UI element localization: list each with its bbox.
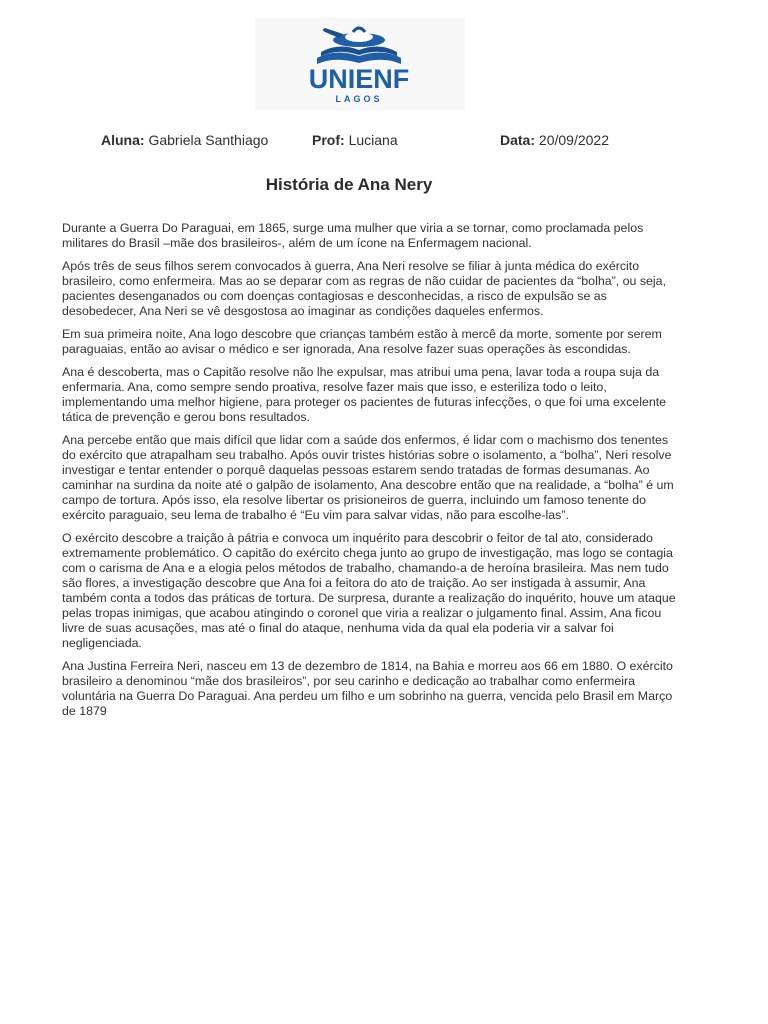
paragraph: Ana é descoberta, mas o Capitão resolve não lhe expulsar, mas atribui uma pena, lavar toda a roupa suja da enfermaria. Ana, como sempre sendo proativa, resolve fazer mais que isso, e esteriliza todo o leito, implementando uma melhor higiene, para proteger os pacientes de futuras infecções, o que foi uma excelente tática de prevenção e gerou bons resultados. xyxy=(62,365,667,424)
teacher-field xyxy=(312,132,398,148)
teacher-name: Luciana xyxy=(348,132,398,148)
student-field xyxy=(101,132,268,148)
student-label: Aluna: xyxy=(101,132,145,148)
student-name: Gabriela Santhiago xyxy=(148,132,269,148)
date-field xyxy=(500,132,609,148)
unienf-logo-graphic xyxy=(255,18,465,110)
teacher-label: Prof: xyxy=(312,132,345,148)
paragraph: Durante a Guerra Do Paraguai, em 1865, surge uma mulher que viria a se tornar, como proclamada pelos militares do Brasil –mãe dos brasileiros-, além de um ícone na Enfermagem nacional. xyxy=(62,221,644,250)
logo-sub-text: LAGOS xyxy=(335,94,383,104)
logo-name-text: UNIENF xyxy=(308,64,410,94)
date-label: Data: xyxy=(500,132,536,148)
paragraph: Ana Justina Ferreira Neri, nasceu em 13 de dezembro de 1814, na Bahia e morreu aos 66 em 1880. O exército brasileiro a denominou “mãe dos brasileiros”, por seu carinho e dedicação ao trabalhar como enfermeira voluntária na Guerra Do Paraguai. Ana perdeu um filho e um sobrinho na guerra, vencida pelo Brasil em Março de 1879 xyxy=(62,659,673,718)
document-body xyxy=(62,221,680,727)
paragraph: Ana percebe então que mais difícil que lidar com a saúde dos enfermos, é lidar com o machismo dos tenentes do exército que atrapalham seu trabalho. Após ouvir tristes histórias sobre o isolamento, a “bolha”, Neri resolve investigar e tentar entender o porquê daquelas pessoas estarem sendo tratadas de formas desumanas. Ao caminhar na surdina da noite até o galpão de isolamento, Ana descobre então que na realidade, a “bolha” é um campo de tortura. Após isso, ela resolve libertar os prisioneiros de guerra, incluindo um famoso tenente do exército paraguaio, seu lema de trabalho é “Eu vim para salvar vidas, não para escolhe-las”. xyxy=(62,433,674,522)
paragraph: Em sua primeira noite, Ana logo descobre que crianças também estão à mercê da morte, somente por serem paraguaias, então ao avisar o médico e ser ignorada, Ana resolve fazer suas operações às escondidas. xyxy=(62,327,662,356)
document-header xyxy=(0,132,768,150)
paragraph: O exército descobre a traição à pátria e convoca um inquérito para descobrir o feitor de tal ato, considerado extremamente problemático. O capitão do exército chega junto ao grupo de investigação, mas logo se contagia com o carisma de Ana e a elogia pelos métodos de trabalho, chamando-a de heroína brasileira. Mas nem tudo são flores, a investigação descobre que Ana foi a feitora do ato de traição. Ao ser instigada à assumir, Ana também conta a todos das práticas de tortura. De surpresa, durante a realização do inquérito, houve um ataque pelas tropas inimigas, que acabou atingindo o coronel que viria a realizar o julgamento final. Assim, Ana ficou livre de suas acusações, mas até o final do ataque, nenhuma vida da qual ela poderia vir a salvar foi negligenciada. xyxy=(62,531,676,650)
date-value: 20/09/2022 xyxy=(538,132,609,148)
paragraph: Após três de seus filhos serem convocados à guerra, Ana Neri resolve se filiar à junta médica do exército brasileiro, como enfermeira. Mas ao se deparar com as regras de não cuidar de pacientes da “bolha”, ou seja, pacientes desenganados ou com doenças contagiosas e desconhecidas, a risco de expulsão se as desobedecer, Ana Neri se vê desgostosa ao imaginar as condições daqueles enfermos. xyxy=(62,259,667,318)
unienf-logo xyxy=(255,18,465,110)
document-title: História de Ana Nery xyxy=(265,175,433,194)
